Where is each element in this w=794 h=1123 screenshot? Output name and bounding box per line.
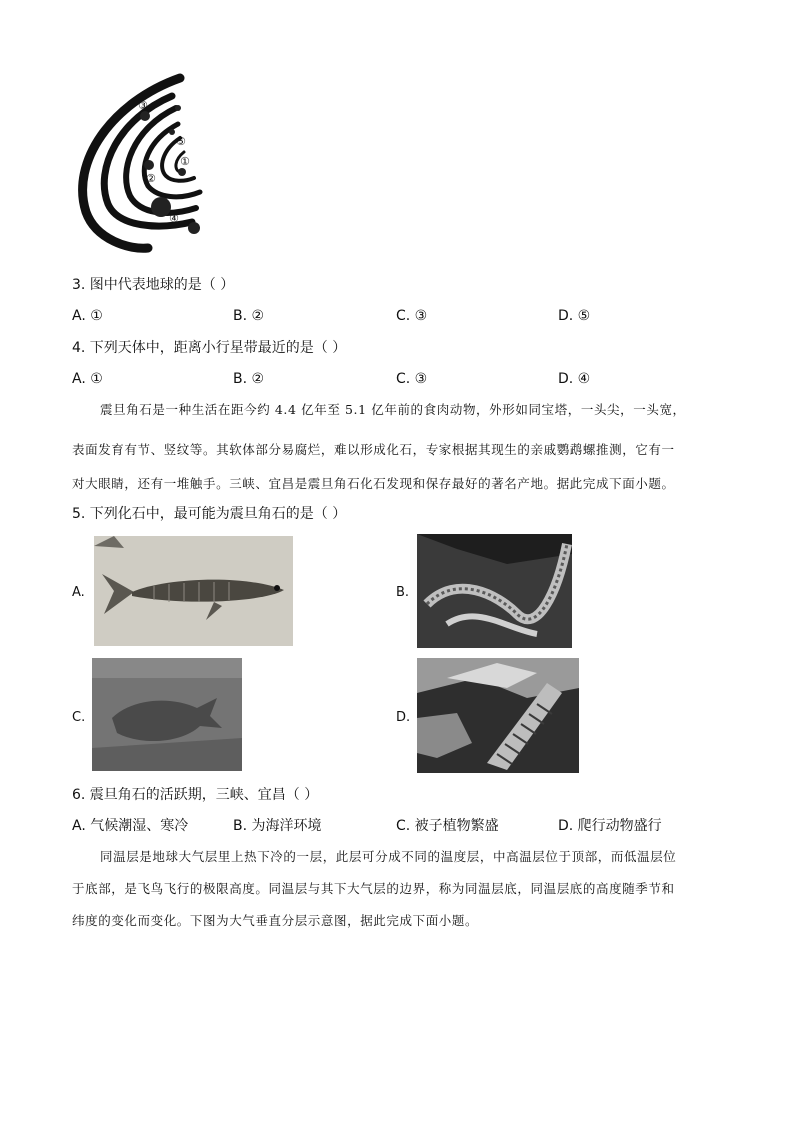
question-3-stem: 3. 图中代表地球的是（ ） (72, 277, 235, 293)
question-3-option-d[interactable]: D. ⑤ (558, 308, 591, 324)
passage-2-line-3: 纬度的变化而变化。下图为大气垂直分层示意图，据此完成下面小题。 (72, 913, 479, 928)
question-4-option-a[interactable]: A. ① (72, 371, 103, 387)
question-6-stem: 6. 震旦角石的活跃期，三峡、宜昌（ ） (72, 787, 319, 803)
fish-fossil-photo (94, 536, 293, 646)
question-5-option-c[interactable]: C. (72, 710, 86, 725)
passage-1-line-1: 震旦角石是一种生活在距今约 4.4 亿年至 5.1 亿年前的食肉动物，外形如同宝塔，一头尖，一头宽， (100, 402, 686, 417)
planet-marker-3: ③ (138, 99, 148, 112)
question-4-stem: 4. 下列天体中，距离小行星带最近的是（ ） (72, 340, 347, 356)
question-5-option-b[interactable]: B. (396, 585, 410, 600)
question-5-option-a[interactable]: A. (72, 585, 85, 600)
snake-skeleton-fossil-photo (417, 534, 572, 648)
passage-1-line-3: 对大眼睛，还有一堆触手。三峡、宜昌是震旦角石化石发现和保存最好的著名产地。据此完成下面小题。 (72, 476, 675, 491)
question-3-option-c[interactable]: C. ③ (396, 308, 428, 324)
question-6-option-a[interactable]: A. 气候潮湿、寒冷 (72, 818, 189, 834)
passage-2-line-1: 同温层是地球大气层里上热下冷的一层，此层可分成不同的温度层，中高温层位于顶部，而低温层位 (100, 849, 677, 864)
question-4-option-d[interactable]: D. ④ (558, 371, 591, 387)
orthocone-fossil-photo (417, 658, 579, 773)
question-6-option-b[interactable]: B. 为海洋环境 (233, 818, 322, 834)
planetary-orbit-figure (72, 72, 222, 257)
question-5-stem: 5. 下列化石中，最可能为震旦角石的是（ ） (72, 506, 347, 522)
passage-1-line-2: 表面发育有节、竖纹等。其软体部分易腐烂，难以形成化石，专家根据其现生的亲戚鹦鹉螺推测，它有一 (72, 442, 675, 457)
planet-marker-4: ④ (169, 212, 179, 225)
passage-2-line-2: 于底部，是飞鸟飞行的极限高度。同温层与其下大气层的边界，称为同温层底，同温层底的高度随季节和 (72, 881, 675, 896)
question-4-option-b[interactable]: B. ② (233, 371, 265, 387)
question-4-option-c[interactable]: C. ③ (396, 371, 428, 387)
planet-marker-2: ② (146, 172, 156, 185)
question-3-option-b[interactable]: B. ② (233, 308, 265, 324)
question-3-option-a[interactable]: A. ① (72, 308, 103, 324)
planet-marker-5: ⑤ (176, 135, 186, 148)
question-6-option-d[interactable]: D. 爬行动物盛行 (558, 818, 662, 834)
question-6-option-c[interactable]: C. 被子植物繁盛 (396, 818, 499, 834)
footprint-fossil-photo (92, 658, 242, 771)
planet-marker-1: ① (180, 155, 190, 168)
question-5-option-d[interactable]: D. (396, 710, 411, 725)
